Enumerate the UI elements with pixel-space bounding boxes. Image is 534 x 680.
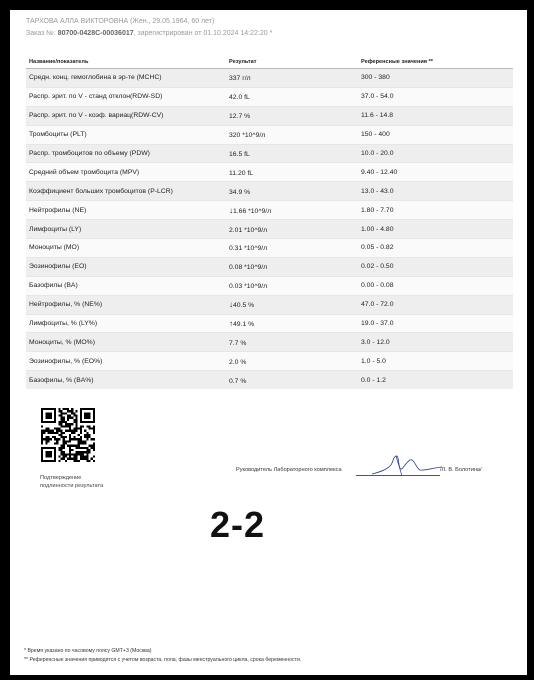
table-row [26,69,513,88]
row-name: Нейтрофилы (NE) [26,201,226,220]
row-name: Лимфоциты (LY) [26,220,226,239]
row-name: Нейтрофилы, % (NE%) [26,295,226,314]
table-row [26,201,513,220]
row-name: Моноциты, % (MO%) [26,333,226,352]
row-result [226,69,358,88]
row-reference: 10.0 - 20.0 [358,144,513,163]
row-result [226,314,358,333]
row-result [226,276,358,295]
row-reference: 1.00 - 4.80 [358,220,513,239]
column-header-result: Результат [226,56,358,69]
row-reference: 0.02 - 0.50 [358,257,513,276]
flag-arrow-icon: ↓ [229,205,233,215]
row-result [226,352,358,371]
report-header [26,16,272,40]
result-value: 11.20 fL [229,169,254,177]
column-header-name: Название/показатель [26,56,226,69]
table-row [26,295,513,314]
row-name: Эозинофилы, % (EO%) [26,352,226,371]
qr-caption-line2: подлинности результата [40,483,104,489]
table-row [26,333,513,352]
row-name: Средний объем тромбоцита (MPV) [26,163,226,182]
row-result [226,295,358,314]
order-info [26,28,272,40]
result-value: 2.0 % [229,358,247,366]
table-row [26,220,513,239]
row-reference: 0.05 - 0.82 [358,239,513,258]
table-row [26,163,513,182]
row-result [226,163,358,182]
flag-arrow-icon: ↑ [229,319,233,329]
result-value: 12.7 % [229,113,251,121]
row-name: Базофилы, % (BA%) [26,371,226,389]
row-result [226,371,358,389]
footer-notes [24,647,301,665]
results-table [26,56,513,389]
row-result [226,87,358,106]
table-row [26,371,513,389]
row-name: Распр. эрит. по V - станд отклон(RDW-SD) [26,87,226,106]
footer-note-2: ** Референсные значения приводятся с учетом возраста, пола, фазы менструального цикла, срока беременности. [24,657,302,663]
row-name: Распр. эрит. по V - коэф. вариац(RDW-CV) [26,106,226,125]
row-name: Базофилы (BA) [26,276,226,295]
row-reference: 11.6 - 14.8 [358,106,513,125]
footer-note-1: * Время указано по часовому поясу GMT+3 (Москва) [24,648,152,654]
result-value: 1.66 *10^9/л [233,207,272,215]
table-row [26,352,513,371]
result-value: 16.5 fL [229,151,250,158]
row-name: Средн. конц. гемоглобина в эр-те (MCHC) [26,69,226,88]
order-suffix: , зарегистрирован от 01.10.2024 14:22:20 * [133,30,273,37]
table-row [26,106,513,125]
qr-code-icon [41,408,95,462]
row-result [226,257,358,276]
result-value: 49.1 % [233,321,255,329]
table-header-row [26,56,513,69]
qr-caption [40,474,103,490]
result-value: 2.01 *10^9/л [229,226,268,234]
result-value: 0.08 *10^9/л [229,264,268,272]
result-value: 337 г/л [229,75,251,83]
table-row [26,239,513,258]
row-name: Моноциты (MO) [26,239,226,258]
result-value: 7.7 % [229,339,247,347]
signature-label: Руководитель Лабораторного комплекса [236,467,342,473]
signature-name: /Л. В. Болотина/ [440,467,482,473]
table-row [26,314,513,333]
lab-report-page [10,10,527,675]
row-reference: 0.00 - 0.08 [358,276,513,295]
row-name: Распр. тромбоцитов по объему (PDW) [26,144,226,163]
table-row [26,144,513,163]
row-result [226,220,358,239]
row-name: Тромбоциты (PLT) [26,125,226,144]
row-result [226,333,358,352]
stamp-text: 2-2 [210,504,266,545]
row-name: Коэффициент больших тромбоцитов (P-LCR) [26,182,226,201]
table-row [26,182,513,201]
order-id: 80700-0428C-00036017 [57,30,134,37]
row-name: Лимфоциты, % (LY%) [26,314,226,333]
row-result [226,144,358,163]
signature-line [356,475,440,476]
row-reference: 37.0 - 54.0 [358,87,513,106]
result-value: 0.7 % [229,377,247,385]
row-result [226,125,358,144]
table-row [26,257,513,276]
row-reference: 13.0 - 43.0 [358,182,513,201]
row-reference: 19.0 - 37.0 [358,314,513,333]
row-reference: 1.80 - 7.70 [358,201,513,220]
row-result [226,239,358,258]
result-value: 0.31 *10^9/л [229,245,268,253]
patient-info: ТАРХОВА АЛЛА ВИКТОРОВНА (Жен., 29.05.1964, 60 лет) [26,18,215,25]
column-header-reference: Референсные значения ** [358,56,513,69]
table-row [26,125,513,144]
row-result [226,106,358,125]
row-name: Эозинофилы (EO) [26,257,226,276]
row-reference: 9.40 - 12.40 [358,163,513,182]
row-reference: 3.0 - 12.0 [358,333,513,352]
table-row [26,87,513,106]
table-row [26,276,513,295]
row-result [226,201,358,220]
result-value: 320 *10^9/л [229,132,266,140]
flag-arrow-icon: ↓ [229,300,233,310]
row-reference: 1.0 - 5.0 [358,352,513,371]
row-reference: 150 - 400 [358,125,513,144]
qr-caption-line1: Подтверждение [40,475,82,481]
result-value: 0.03 *10^9/л [229,283,268,291]
result-value: 42.0 fL [229,94,250,102]
row-reference: 47.0 - 72.0 [358,295,513,314]
row-result [226,182,358,201]
result-value: 40.5 % [233,302,255,310]
result-value: 34.9 % [229,188,251,196]
row-reference: 0.0 - 1.2 [358,371,513,389]
row-reference: 300 - 380 [358,69,513,88]
order-prefix: Заказ №: [26,30,56,37]
